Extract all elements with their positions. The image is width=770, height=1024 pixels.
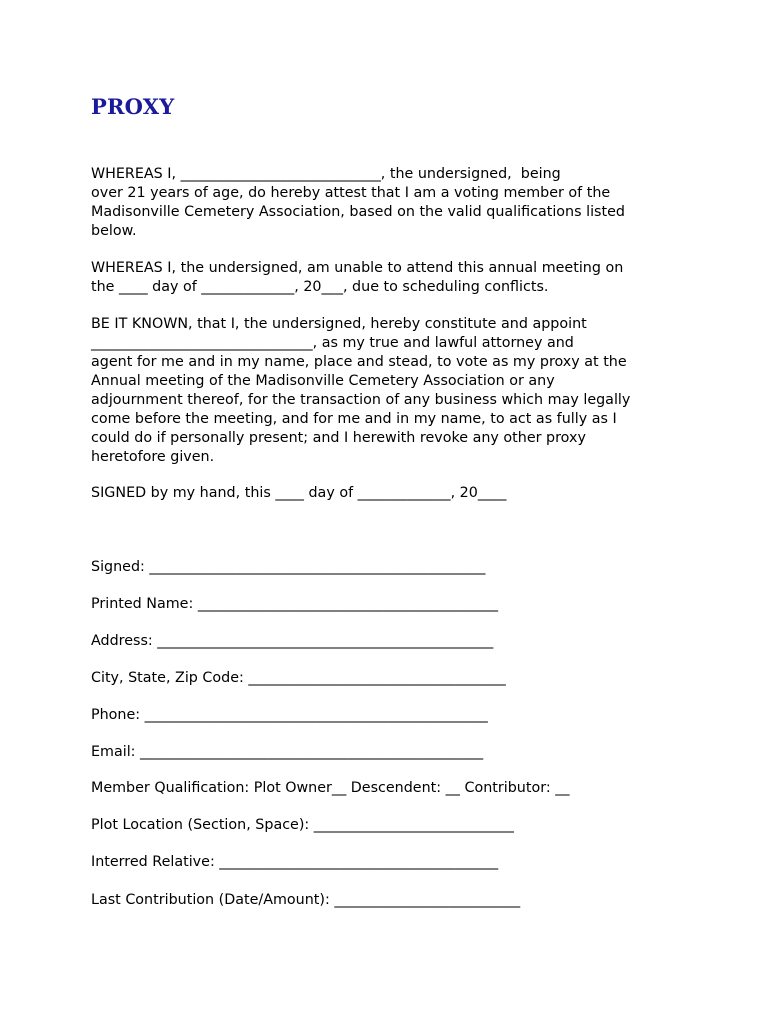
city-state-zip-line: City, State, Zip Code: ____________________________________ xyxy=(91,670,506,686)
email-line: Email: ________________________________________________ xyxy=(91,744,484,760)
member-qualification-line: Member Qualification: Plot Owner__ Descendent: __ Contributor: __ xyxy=(91,780,570,796)
plot-location-line: Plot Location (Section, Space): ____________________________ xyxy=(91,817,514,833)
paragraph-attestation: WHEREAS I, ____________________________, the undersigned, being over 21 years of age, do hereby attest that I am a voting member of the Madisonville Cemetery Association, based on the valid qualifications listed below. xyxy=(91,166,625,239)
phone-line: Phone: ________________________________________________ xyxy=(91,707,488,723)
paragraph-signed-by-hand: SIGNED by my hand, this ____ day of _____________, 20____ xyxy=(91,485,507,501)
paragraph-unable-to-attend: WHEREAS I, the undersigned, am unable to attend this annual meeting on the ____ day of _____________, 20___, due to scheduling conflicts. xyxy=(91,260,624,295)
signed-line: Signed: _______________________________________________ xyxy=(91,559,486,575)
last-contribution-line: Last Contribution (Date/Amount): __________________________ xyxy=(91,892,521,908)
document-title: PROXY xyxy=(91,94,175,119)
paragraph-appointment: BE IT KNOWN, that I, the undersigned, hereby constitute and appoint _______________________________, as my true and lawful attorney and agent for me and in my name, place and stead, to vote as my proxy at the Annual meeting of the Madisonville Cemetery Association or any adjournment thereof, for the transaction of any business which may legally come before the meeting, and for me and in my name, to act as fully as I could do if personally present; and I herewith revoke any other proxy heretofore given. xyxy=(91,316,631,465)
interred-relative-line: Interred Relative: _______________________________________ xyxy=(91,854,499,870)
printed-name-line: Printed Name: __________________________________________ xyxy=(91,596,499,612)
address-line: Address: _______________________________________________ xyxy=(91,633,494,649)
